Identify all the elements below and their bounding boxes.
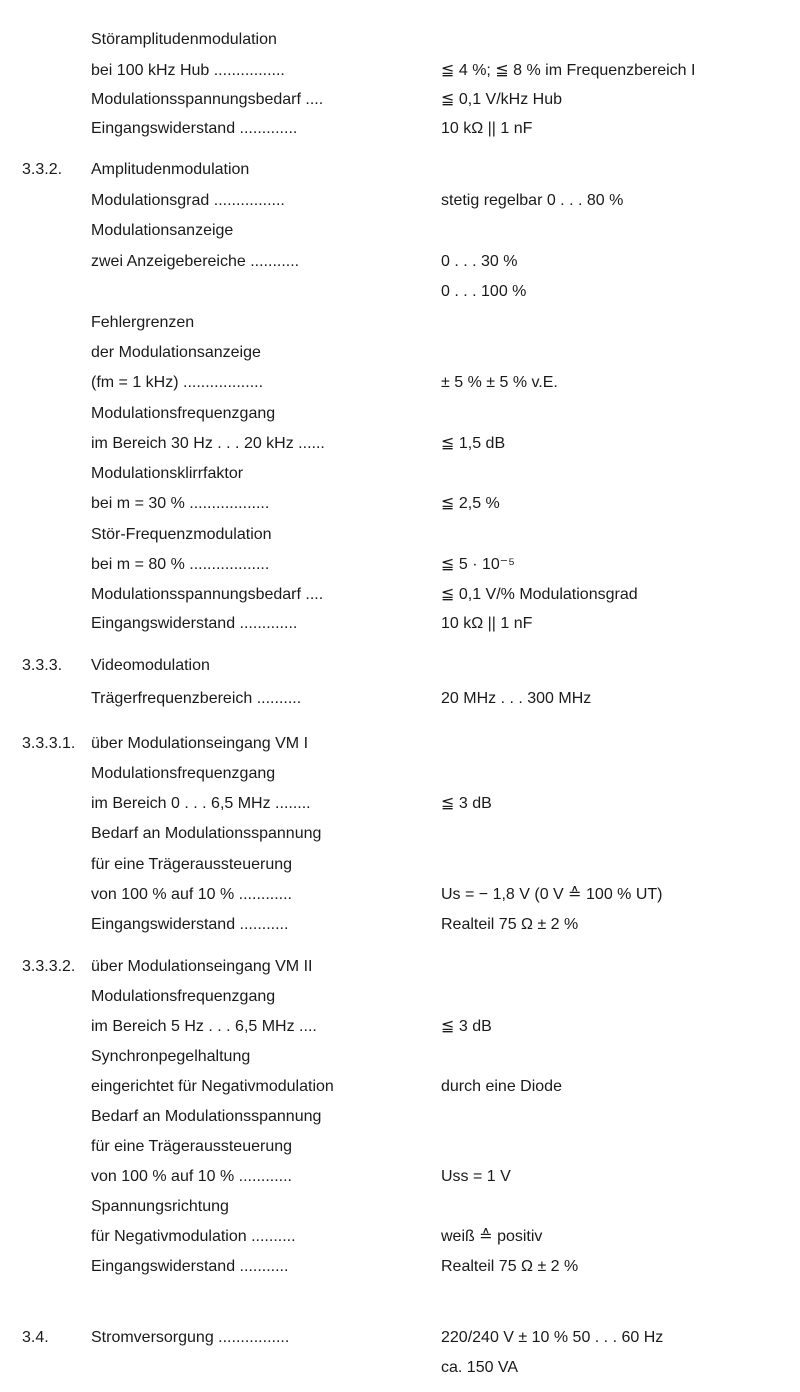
spec-label: bei m = 80 % .................. [91, 556, 270, 573]
spec-line [0, 189, 800, 213]
spec-value: 0 . . . 30 % [441, 253, 518, 270]
spec-label: Trägerfrequenzbereich .......... [91, 690, 302, 707]
spec-line [0, 913, 800, 937]
spec-line [0, 985, 800, 1009]
spec-label: Stör-Frequenzmodulation [91, 526, 272, 543]
spec-label: Bedarf an Modulationsspannung [91, 825, 322, 842]
spec-value: ≦ 3 dB [441, 795, 492, 812]
spec-value: weiß ≙ positiv [441, 1228, 543, 1245]
spec-line [0, 402, 800, 426]
spec-value: 220/240 V ± 10 % 50 . . . 60 Hz [441, 1329, 664, 1346]
section-title: Stromversorgung ................ [91, 1329, 290, 1346]
spec-label: eingerichtet für Negativmodulation [91, 1078, 334, 1095]
spec-line [0, 1255, 800, 1279]
spec-line [0, 1135, 800, 1159]
spec-line [0, 1225, 800, 1249]
spec-line [0, 1075, 800, 1099]
spec-line [0, 792, 800, 816]
section-title: über Modulationseingang VM I [91, 735, 309, 752]
spec-line [0, 762, 800, 786]
spec-value: Realteil 75 Ω ± 2 % [441, 916, 579, 933]
spec-value: durch eine Diode [441, 1078, 562, 1095]
spec-line [0, 583, 800, 607]
spec-line [0, 219, 800, 243]
spec-value: 20 MHz . . . 300 MHz [441, 690, 592, 707]
spec-line [0, 1015, 800, 1039]
section-heading [0, 955, 800, 979]
spec-line [0, 462, 800, 486]
spec-value: ≦ 1,5 dB [441, 435, 506, 452]
spec-label: für eine Trägeraussteuerung [91, 856, 293, 873]
spec-label: Eingangswiderstand ........... [91, 1258, 289, 1275]
spec-label: zwei Anzeigebereiche ........... [91, 253, 300, 270]
spec-line [0, 117, 800, 141]
spec-value: ≦ 3 dB [441, 1018, 492, 1035]
spec-value: ca. 150 VA [441, 1359, 519, 1376]
spec-line [0, 553, 800, 577]
spec-label: Modulationsanzeige [91, 222, 234, 239]
spec-line [0, 492, 800, 516]
spec-label: im Bereich 5 Hz . . . 6,5 MHz .... [91, 1018, 317, 1035]
spec-label: Synchronpegelhaltung [91, 1048, 251, 1065]
spec-label: Eingangswiderstand ........... [91, 916, 289, 933]
spec-value: ± 5 % ± 5 % v.E. [441, 374, 558, 391]
spec-label: für eine Trägeraussteuerung [91, 1138, 293, 1155]
spec-line [0, 1356, 800, 1380]
section-number: 3.3.3. [22, 657, 63, 674]
spec-value: stetig regelbar 0 . . . 80 % [441, 192, 624, 209]
spec-value: 10 kΩ || 1 nF [441, 615, 533, 632]
spec-line [0, 1045, 800, 1069]
section-heading [0, 158, 800, 182]
spec-line [0, 853, 800, 877]
spec-value: ≦ 0,1 V/kHz Hub [441, 91, 563, 108]
spec-label: im Bereich 30 Hz . . . 20 kHz ...... [91, 435, 325, 452]
spec-value: Realteil 75 Ω ± 2 % [441, 1258, 579, 1275]
spec-line [0, 523, 800, 547]
spec-line [0, 59, 800, 83]
spec-label: bei m = 30 % .................. [91, 495, 270, 512]
spec-label: Modulationsspannungsbedarf .... [91, 91, 324, 108]
spec-line [0, 371, 800, 395]
spec-label: Modulationsspannungsbedarf .... [91, 586, 324, 603]
spec-line [0, 432, 800, 456]
spec-line [0, 883, 800, 907]
spec-value: ≦ 4 %; ≦ 8 % im Frequenzbereich I [441, 62, 696, 79]
spec-line [0, 612, 800, 636]
section-number: 3.3.3.1. [22, 735, 76, 752]
section-number: 3.3.2. [22, 161, 63, 178]
spec-value: 0 . . . 100 % [441, 283, 527, 300]
spec-label: für Negativmodulation .......... [91, 1228, 296, 1245]
spec-label: Störamplitudenmodulation [91, 31, 277, 48]
spec-label: Modulationsklirrfaktor [91, 465, 244, 482]
spec-label: Modulationsfrequenzgang [91, 988, 276, 1005]
spec-label: Modulationsfrequenzgang [91, 405, 276, 422]
spec-label: Bedarf an Modulationsspannung [91, 1108, 322, 1125]
spec-value: Us = − 1,8 V (0 V ≙ 100 % UT) [441, 886, 663, 903]
spec-line [0, 1165, 800, 1189]
section-heading [0, 1326, 800, 1350]
spec-label: von 100 % auf 10 % ............ [91, 1168, 292, 1185]
spec-line [0, 311, 800, 335]
spec-line [0, 88, 800, 112]
section-number: 3.4. [22, 1329, 49, 1346]
spec-line [0, 1105, 800, 1129]
spec-label: Fehlergrenzen [91, 314, 195, 331]
section-title: Videomodulation [91, 657, 210, 674]
spec-value: ≦ 2,5 % [441, 495, 500, 512]
spec-label: Eingangswiderstand ............. [91, 615, 298, 632]
spec-value: ≦ 0,1 V/% Modulationsgrad [441, 586, 638, 603]
spec-label: Eingangswiderstand ............. [91, 120, 298, 137]
spec-label: der Modulationsanzeige [91, 344, 261, 361]
section-title: Amplitudenmodulation [91, 161, 250, 178]
spec-line [0, 1195, 800, 1219]
section-heading [0, 654, 800, 678]
spec-value: 10 kΩ || 1 nF [441, 120, 533, 137]
spec-value: Uss = 1 V [441, 1168, 511, 1185]
spec-value: ≦ 5 · 10⁻⁵ [441, 556, 515, 573]
spec-line [0, 687, 800, 711]
section-number: 3.3.3.2. [22, 958, 76, 975]
spec-line [0, 280, 800, 304]
spec-line [0, 341, 800, 365]
spec-line [0, 822, 800, 846]
spec-label: Modulationsfrequenzgang [91, 765, 276, 782]
spec-label: von 100 % auf 10 % ............ [91, 886, 292, 903]
spec-label: Spannungsrichtung [91, 1198, 229, 1215]
section-heading [0, 732, 800, 756]
spec-line [0, 28, 800, 52]
spec-line [0, 250, 800, 274]
spec-label: bei 100 kHz Hub ................ [91, 62, 285, 79]
spec-label: Modulationsgrad ................ [91, 192, 285, 209]
spec-label: (fm = 1 kHz) .................. [91, 374, 264, 391]
spec-label: im Bereich 0 . . . 6,5 MHz ........ [91, 795, 311, 812]
section-title: über Modulationseingang VM II [91, 958, 313, 975]
